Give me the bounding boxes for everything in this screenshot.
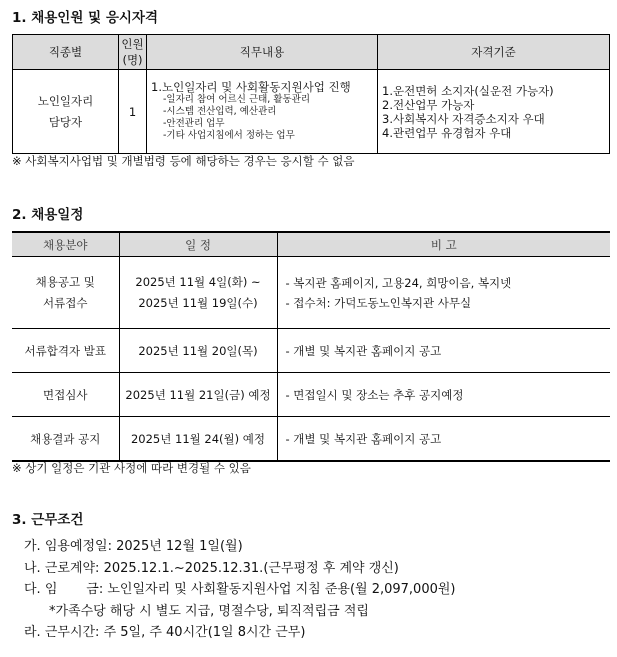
header-remarks: 비 고	[277, 232, 610, 257]
remarks-cell: - 개별 및 복지관 홈페이지 공고	[277, 329, 610, 373]
condition-item: 다. 임 금: 노인일자리 및 사회활동지원사업 지침 준용(월 2,097,000원)	[24, 582, 456, 597]
date-cell: 2025년 11월 21일(금) 예정	[119, 373, 277, 417]
field-line: 서류접수	[43, 295, 88, 310]
table-row	[12, 373, 610, 417]
header-count: 인원(명)	[119, 35, 147, 70]
section2-title: 2. 채용일정	[12, 207, 84, 223]
date-line: 2025년 11월 19일(수)	[138, 295, 258, 310]
condition-item: 가. 임용예정일: 2025년 12월 1일(월)	[24, 539, 243, 554]
schedule-table	[12, 231, 610, 462]
date-cell	[119, 257, 277, 329]
table-header-row	[12, 232, 610, 257]
section1-note: ※ 사회복지사업법 및 개별법령 등에 해당하는 경우는 응시할 수 없음	[12, 154, 355, 168]
date-cell: 2025년 11월 20일(목)	[119, 329, 277, 373]
duties-sub-item: -기타 사업지침에서 정하는 업무	[163, 130, 295, 141]
remarks-cell	[277, 257, 610, 329]
table-header-row	[13, 35, 610, 70]
field-line: 채용공고 및	[35, 274, 95, 289]
condition-item: 라. 근무시간: 주 5일, 주 40시간(1일 8시간 근무)	[24, 625, 306, 640]
qualification-item: 3.사회복지사 자격증소지자 우대	[382, 111, 545, 126]
job-line: 담당자	[48, 114, 83, 129]
condition-item: 나. 근로계약: 2025.12.1.~2025.12.31.(근무평정 후 계약 갱신)	[24, 560, 399, 576]
header-qualifications: 자격기준	[378, 35, 610, 70]
date-line: 2025년 11월 4일(화) ~	[135, 274, 261, 289]
job-cell	[13, 70, 119, 154]
duties-main: 1.노인일자리 및 사회활동지원사업 진행	[151, 80, 351, 94]
remarks-line: - 접수처: 가덕도동노인복지관 사무실	[285, 295, 472, 310]
qualifications-table	[12, 34, 610, 154]
job-line: 노인일자리	[37, 93, 94, 108]
duties-sub-item: -안전관리 업무	[163, 118, 225, 129]
duties-sub-item: -시스템 전산입력, 예산관리	[163, 106, 277, 117]
section1-title: 1. 채용인원 및 응시자격	[12, 10, 158, 26]
date-cell: 2025년 11월 24(월) 예정	[119, 417, 277, 462]
condition-extra: *가족수당 해당 시 별도 지급, 명절수당, 퇴직적립금 적립	[49, 603, 369, 619]
count-cell: 1	[119, 70, 147, 154]
table-row	[12, 329, 610, 373]
header-field: 채용분야	[12, 232, 119, 257]
section2-note: ※ 상기 일정은 기관 사정에 따라 변경될 수 있음	[12, 461, 251, 475]
header-job: 직종별	[13, 35, 119, 70]
field-cell: 면접심사	[12, 373, 119, 417]
section3-title: 3. 근무조건	[12, 512, 84, 528]
qualification-item: 2.전산업무 가능자	[382, 97, 475, 112]
qualifications-cell	[378, 70, 610, 154]
remarks-cell: - 면접일시 및 장소는 추후 공지예정	[277, 373, 610, 417]
qualification-item: 1.운전면허 소지자(실운전 가능자)	[382, 83, 554, 98]
duties-sub-item: -일자리 참여 어르신 근태, 활동관리	[163, 94, 311, 105]
duties-cell	[147, 70, 378, 154]
field-cell: 채용결과 공지	[12, 417, 119, 462]
table-row	[13, 70, 610, 154]
header-date: 일 정	[119, 232, 277, 257]
field-cell: 서류합격자 발표	[12, 329, 119, 373]
field-cell	[12, 257, 119, 329]
work-conditions	[24, 536, 456, 644]
qualification-item: 4.관련업무 유경험자 우대	[382, 125, 512, 140]
remarks-cell: - 개별 및 복지관 홈페이지 공고	[277, 417, 610, 462]
remarks-line: - 복지관 홈페이지, 고용24, 희망이음, 복지넷	[285, 275, 512, 290]
table-row	[12, 257, 610, 329]
table-row	[12, 417, 610, 462]
header-duties: 직무내용	[147, 35, 378, 70]
